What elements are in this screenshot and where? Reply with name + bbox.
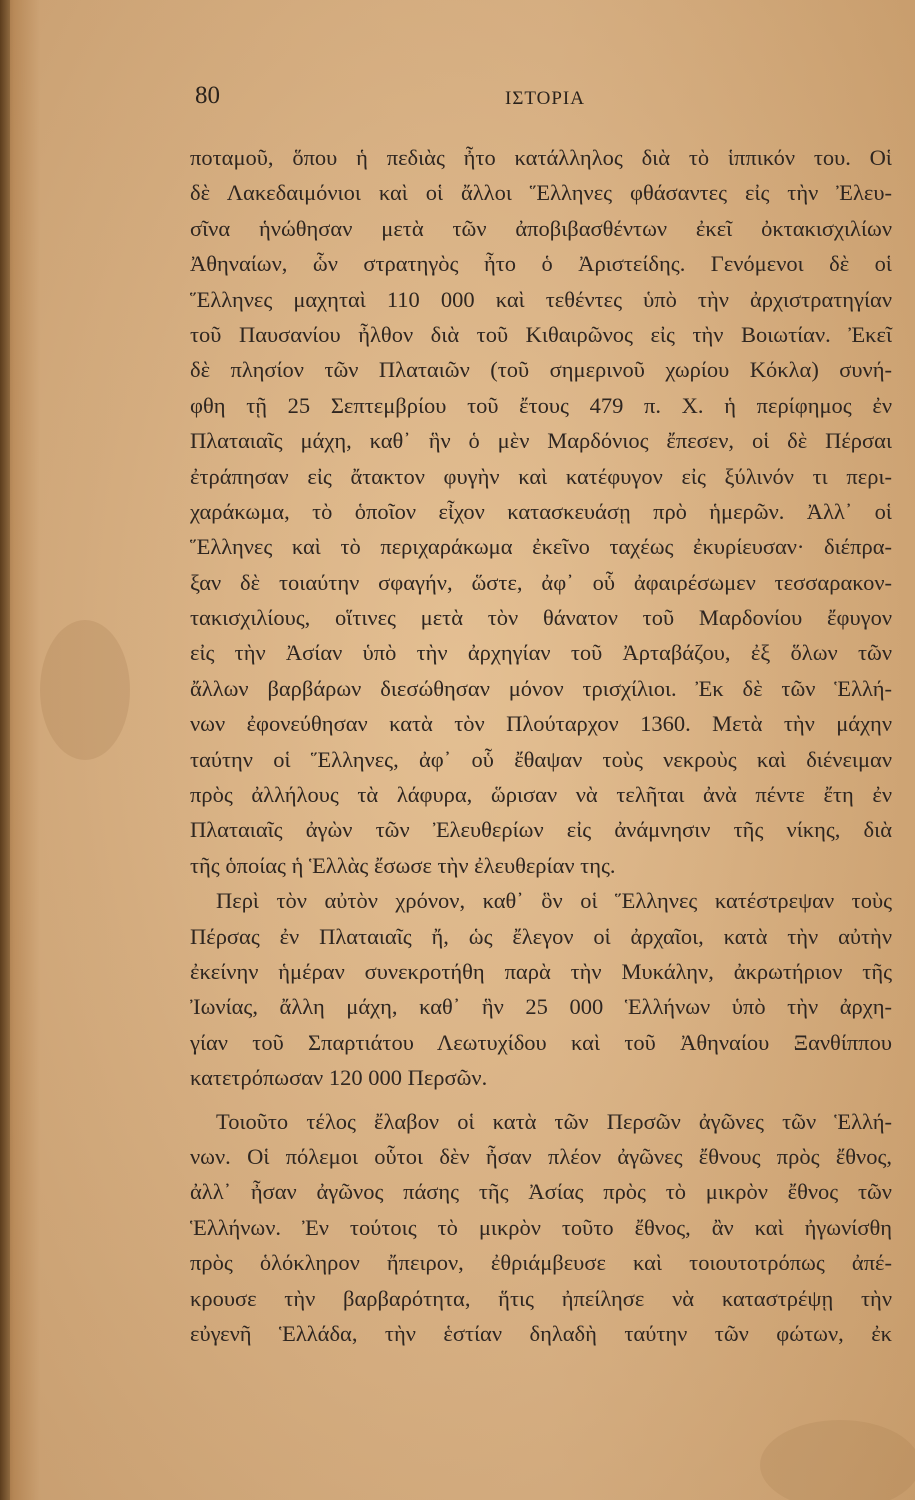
text-line: ποταμοῦ, ὅπου ἡ πεδιὰς ἦτο κατάλληλος διὰ τὸ ἱππικόν του. Οἱ	[190, 145, 892, 170]
text-line: γίαν τοῦ Σπαρτιάτου Λεωτυχίδου καὶ τοῦ Ἀθηναίου Ξανθίππου	[190, 1029, 892, 1055]
text-line: Πέρσας ἐν Πλαταιαῖς ἤ, ὡς ἔλεγον οἱ ἀρχαῖοι, κατὰ τὴν αὐτὴν	[190, 923, 892, 949]
paragraph	[190, 883, 892, 1095]
text-line: δὲ Λακεδαιμόνιοι καὶ οἱ ἄλλοι Ἕλληνες φθάσαντες εἰς τὴν Ἐλευ-	[190, 180, 892, 206]
text-line: Περὶ τὸν αὐτὸν χρόνον, καθ᾽ ὃν οἱ Ἕλληνες κατέστρεψαν τοὺς	[216, 888, 892, 914]
text-line: πρὸς ὁλόκληρον ἤπειρον, ἐθριάμβευσε καὶ τοιουτοτρόπως ἀπέ-	[190, 1250, 892, 1276]
text-line: τῆς ὁποίας ἡ Ἑλλὰς ἔσωσε τὴν ἐλευθερίαν της.	[190, 852, 616, 878]
text-line: νων ἐφονεύθησαν κατὰ τὸν Πλούταρχον 1360. Μετὰ τὴν μάχην	[190, 711, 892, 737]
text-line: ταύτην οἱ Ἕλληνες, ἀφ᾽ οὗ ἔθαψαν τοὺς νεκροὺς καὶ διένειμαν	[190, 746, 892, 772]
text-line: εὐγενῆ Ἑλλάδα, τὴν ἑστίαν δηλαδὴ ταύτην τῶν φώτων, ἐκ	[190, 1320, 892, 1346]
text-line: Ἀθηναίων, ὧν στρατηγὸς ἦτο ὁ Ἀριστείδης. Γενόμενοι δὲ οἱ	[190, 251, 892, 277]
text-line: πρὸς ἀλλήλους τὰ λάφυρα, ὥρισαν νὰ τελῆται ἀνὰ πέντε ἔτη ἐν	[190, 782, 892, 808]
page-edge-shadow	[0, 0, 10, 1500]
text-line: Ἑλλήνων. Ἐν τούτοις τὸ μικρὸν τοῦτο ἔθνος, ἂν καὶ ἠγωνίσθη	[190, 1214, 892, 1240]
text-line: ἐκείνην ἡμέραν συνεκροτήθη παρὰ τὴν Μυκάλην, ἀκρωτήριον τῆς	[190, 958, 892, 984]
text-line: φθη τῇ 25 Σεπτεμβρίου τοῦ ἔτους 479 π. Χ. ἡ περίφημος ἐν	[190, 392, 892, 418]
running-head: ΙΣΤΟΡΙΑ	[505, 88, 585, 109]
page-number: 80	[195, 82, 220, 109]
text-line: δὲ πλησίον τῶν Πλαταιῶν (τοῦ σημερινοῦ χωρίου Κόκλα) συνή-	[190, 357, 892, 383]
text-line: νων. Οἱ πόλεμοι οὗτοι δὲν ἦσαν πλέον ἀγῶνες ἔθνους πρὸς ἔθνος,	[190, 1143, 892, 1169]
text-line: χαράκωμα, τὸ ὁποῖον εἶχον κατασκευάσῃ πρὸ ἡμερῶν. Ἀλλ᾽ οἱ	[190, 498, 892, 524]
paragraph	[190, 140, 892, 883]
text-line: ἐτράπησαν εἰς ἄτακτον φυγὴν καὶ κατέφυγον εἰς ξύλινόν τι περι-	[190, 463, 892, 489]
text-line: τοῦ Παυσανίου ἦλθον διὰ τοῦ Κιθαιρῶνος εἰς τὴν Βοιωτίαν. Ἐκεῖ	[190, 321, 892, 347]
text-line: τακισχιλίους, οἵτινες μετὰ τὸν θάνατον τοῦ Μαρδονίου ἔφυγον	[190, 605, 892, 631]
text-line: Τοιοῦτο τέλος ἔλαβον οἱ κατὰ τῶν Περσῶν ἀγῶνες τῶν Ἑλλή-	[216, 1108, 892, 1134]
page-header	[195, 82, 895, 118]
text-line: κατετρόπωσαν 120 000 Περσῶν.	[190, 1065, 488, 1091]
paper-stain	[760, 1420, 915, 1500]
text-line: ἀλλ᾽ ἦσαν ἀγῶνος πάσης τῆς Ἀσίας πρὸς τὸ μικρὸν ἔθνος τῶν	[190, 1179, 892, 1205]
text-line: ἄλλων βαρβάρων διεσώθησαν μόνον τρισχίλιοι. Ἐκ δὲ τῶν Ἑλλή-	[190, 675, 892, 701]
text-line: Ἕλληνες καὶ τὸ περιχαράκωμα ἐκεῖνο ταχέως ἐκυρίευσαν· διέπρα-	[190, 534, 892, 560]
text-line: Πλαταιαῖς ἀγὼν τῶν Ἐλευθερίων εἰς ἀνάμνησιν τῆς νίκης, διὰ	[190, 817, 892, 843]
text-line: ξαν δὲ τοιαύτην σφαγήν, ὥστε, ἀφ᾽ οὗ ἀφαιρέσωμεν τεσσαρακον-	[190, 569, 892, 595]
paragraph-gap	[190, 1096, 892, 1104]
text-line: Ἰωνίας, ἄλλη μάχη, καθ᾽ ἣν 25 000 Ἑλλήνων ὑπὸ τὴν ἀρχη-	[190, 994, 892, 1020]
text-line: Ἕλληνες μαχηταὶ 110 000 καὶ τεθέντες ὑπὸ τὴν ἀρχιστρατηγίαν	[190, 286, 892, 312]
paragraph	[190, 1104, 892, 1352]
text-line: εἰς τὴν Ἀσίαν ὑπὸ τὴν ἀρχηγίαν τοῦ Ἀρταβάζου, ἐξ ὅλων τῶν	[190, 640, 892, 666]
paper-stain	[40, 620, 130, 760]
text-line: Πλαταιαῖς μάχη, καθ᾽ ἣν ὁ μὲν Μαρδόνιος ἔπεσεν, οἱ δὲ Πέρσαι	[190, 428, 892, 454]
body-text	[190, 140, 892, 1351]
text-line: κρουσε τὴν βαρβαρότητα, ἥτις ἠπείλησε νὰ καταστρέψῃ τὴν	[190, 1285, 892, 1311]
text-line: σῖνα ἡνώθησαν μετὰ τῶν ἀποβιβασθέντων ἐκεῖ ὀκτακισχιλίων	[190, 215, 892, 241]
